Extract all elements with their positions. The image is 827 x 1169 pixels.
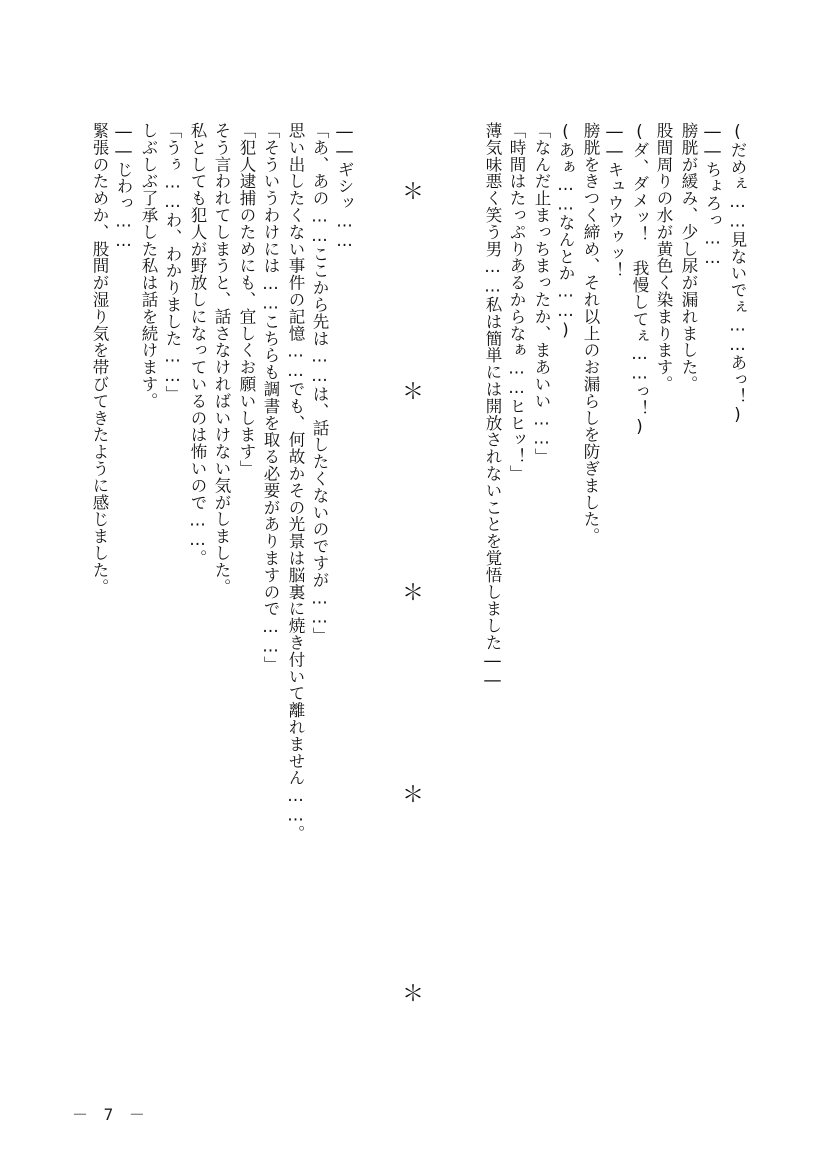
scene-separator-mark: ＊ (401, 982, 424, 1007)
text-column: 薄気味悪く笑う男……私は簡単には開放されないことを覚悟しました―― (483, 122, 502, 690)
text-column: 「あ、あの……ここから先は……は、話したくないのですが……」 (310, 122, 329, 644)
text-column: 股間周りの水が黄色く染まります。 (654, 122, 673, 393)
text-column: 思い出したくない事件の記憶……でも、何故かその光景は脳裏に焼き付いて離れません……。 (286, 122, 305, 842)
text-column: (だめぇ……見ないでぇ……あっ！) (728, 122, 747, 425)
page-number: － 7 － (72, 1105, 148, 1124)
scene-separator-mark: ＊ (401, 783, 424, 808)
text-column: 「そういうわけには……こちらも調書を取る必要がありますので……」 (261, 122, 280, 673)
text-column: ――キュウウゥッ！ (605, 122, 624, 280)
text-column: 「なんだ止まっちまったか、まあいい……」 (532, 122, 551, 465)
text-column: ――ちょろっ…… (703, 122, 722, 268)
scene-separator-mark: ＊ (401, 180, 424, 205)
text-column: (ダ、ダメッ！ 我慢してぇ……っ！) (630, 122, 649, 437)
text-column: 「うぅ……わ、わかりました……」 (163, 122, 182, 403)
text-column: 「時間はたっぷりあるからなぁ……ヒヒッ！」 (507, 122, 526, 482)
text-column: 「犯人逮捕のためにも、宜しくお願いします」 (237, 122, 256, 477)
scene-separator-mark: ＊ (401, 581, 424, 606)
text-column: (あぁ……なんとか……) (556, 122, 575, 340)
text-column: ――ギシッ…… (335, 122, 354, 251)
text-column: 膀胱が緩み、少し尿が漏れました。 (679, 122, 698, 393)
text-column: そう言われてしまうと、話さなければいけない気がしました。 (212, 122, 231, 596)
text-column: 膀胱をきつく締め、それ以上のお漏らしを防ぎました。 (581, 122, 600, 545)
text-column: 私としても犯人が野放しになっているのは怖いので……。 (188, 122, 207, 567)
text-column: ――じわっ…… (114, 122, 133, 251)
text-column: 緊張のためか、股間が湿り気を帯びてきたように感じました。 (90, 122, 109, 596)
scene-separator-mark: ＊ (401, 380, 424, 405)
text-column: しぶしぶ了承した私は話を続けます。 (139, 122, 158, 410)
